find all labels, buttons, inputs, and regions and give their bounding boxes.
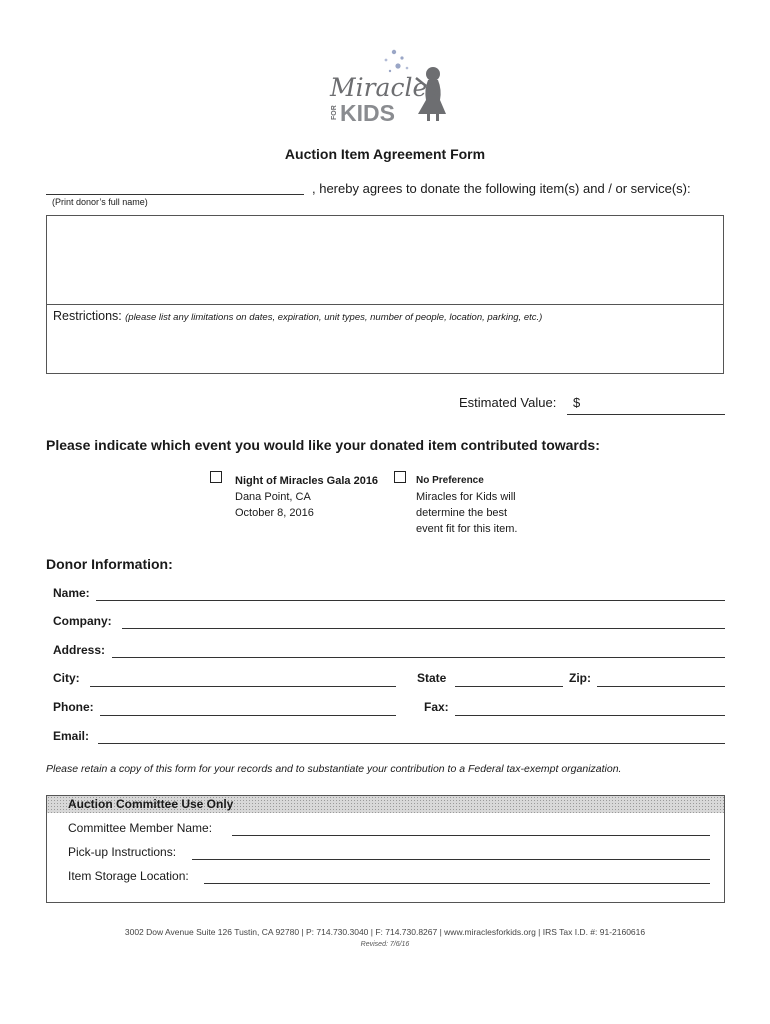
state-field[interactable]	[455, 686, 563, 687]
gala-title: Night of Miracles Gala 2016	[235, 475, 379, 487]
committee-title: Auction Committee Use Only	[68, 797, 234, 811]
name-label: Name:	[53, 586, 90, 600]
storage-field[interactable]	[204, 883, 710, 884]
no-preference-option	[416, 473, 517, 537]
pickup-label: Pick-up Instructions:	[68, 845, 177, 859]
logo-word-for: FOR	[331, 105, 338, 120]
zip-label: Zip:	[569, 671, 591, 685]
committee-member-label: Committee Member Name:	[68, 821, 213, 835]
gala-location: Dana Point, CA	[235, 491, 311, 503]
estimated-value-field[interactable]	[567, 414, 725, 415]
committee-member-field[interactable]	[232, 835, 710, 836]
logo-word-miracles: Miracles	[330, 73, 441, 102]
event-question: Please indicate which event you would like your donated item contributed towards:	[46, 437, 600, 453]
no-preference-checkbox[interactable]	[394, 471, 406, 483]
fax-label: Fax:	[424, 700, 449, 714]
company-label: Company:	[53, 614, 112, 628]
footer-address: 3002 Dow Avenue Suite 126 Tustin, CA 92780 | P: 714.730.3040 | F: 714.730.8267 | www.miraclesforkids.org | IRS Tax I.D. #: 91-2160616	[124, 927, 646, 937]
item-description-box[interactable]	[46, 215, 724, 374]
email-label: Email:	[53, 729, 90, 743]
gala-option	[235, 473, 378, 521]
miracles-for-kids-logo	[320, 44, 450, 126]
gala-checkbox[interactable]	[210, 471, 222, 483]
restrictions-row	[53, 309, 542, 323]
currency-symbol: $	[573, 395, 581, 410]
no-preference-title: No Preference	[416, 475, 484, 486]
logo-graphic	[320, 44, 450, 126]
restrictions-note: (please list any limitations on dates, expiration, unit types, number of people, location, parking, etc.)	[125, 312, 543, 323]
no-preference-line-2: determine the best	[416, 507, 508, 519]
no-preference-line-1: Miracles for Kids will	[416, 491, 516, 503]
company-field[interactable]	[122, 628, 725, 629]
city-field[interactable]	[90, 686, 396, 687]
state-label: State	[417, 671, 447, 685]
storage-label: Item Storage Location:	[68, 869, 189, 883]
fax-field[interactable]	[455, 715, 725, 716]
pickup-field[interactable]	[192, 859, 710, 860]
donor-agree-text: , hereby agrees to donate the following item(s) and / or service(s):	[312, 181, 691, 196]
retain-copy-notice: Please retain a copy of this form for your records and to substantiate your contribution to a Federal tax-exempt organization.	[46, 763, 622, 775]
email-field[interactable]	[98, 743, 725, 744]
restrictions-label: Restrictions:	[53, 309, 122, 323]
address-label: Address:	[53, 643, 106, 657]
revised-date: Revised: 7/6/16	[360, 941, 410, 948]
gala-date: October 8, 2016	[235, 507, 314, 519]
form-title: Auction Item Agreement Form	[284, 146, 486, 162]
address-field[interactable]	[112, 657, 725, 658]
estimated-value-label: Estimated Value:	[459, 395, 557, 410]
phone-label: Phone:	[53, 700, 94, 714]
donor-info-heading: Donor Information:	[46, 556, 173, 572]
no-preference-line-3: event fit for this item.	[416, 523, 518, 535]
name-field[interactable]	[96, 600, 725, 601]
logo-word-kids: KIDS	[340, 100, 395, 126]
restrictions-divider	[46, 304, 724, 305]
phone-field[interactable]	[100, 715, 396, 716]
city-label: City:	[53, 671, 80, 685]
donor-name-field[interactable]	[46, 194, 304, 195]
zip-field[interactable]	[597, 686, 725, 687]
donor-name-hint: (Print donor’s full name)	[52, 197, 148, 207]
